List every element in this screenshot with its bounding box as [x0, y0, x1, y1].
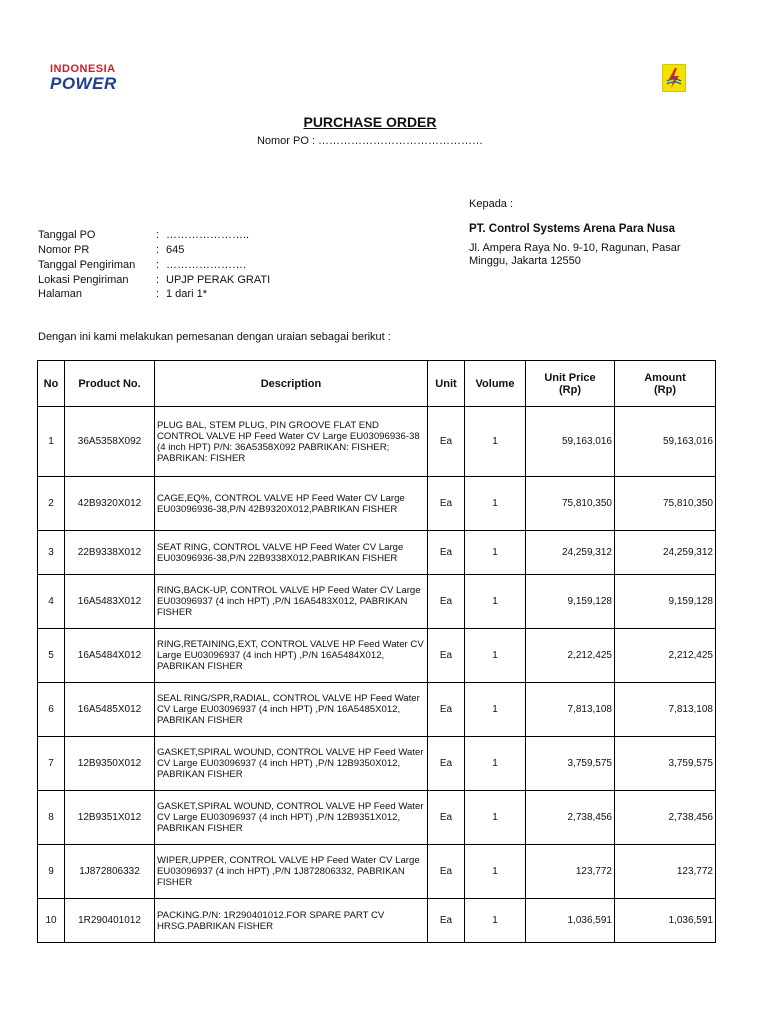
info-row: Tanggal Pengiriman : ………………….: [38, 259, 247, 271]
cell-volume: 1: [465, 407, 526, 477]
cell-description: SEAT RING, CONTROL VALVE HP Feed Water CV Large EU03096936-38,P/N 22B9338X012,PABRIKAN FISHER: [155, 531, 428, 575]
info-label: Tanggal PO: [38, 229, 96, 241]
info-label: Tanggal Pengiriman: [38, 259, 136, 271]
col-header-product: Product No.: [65, 361, 155, 407]
po-info: [38, 228, 270, 302]
info-row: Halaman : 1 dari 1*: [38, 288, 207, 300]
cell-unit: Ea: [428, 477, 465, 531]
cell-no: 4: [38, 575, 65, 629]
cell-unit-price: 2,212,425: [526, 629, 615, 683]
cell-description: SEAL RING/SPR,RADIAL, CONTROL VALVE HP Feed Water CV Large EU03096937 (4 inch HPT) ,P/N 16A5485X012, PABRIKAN FISHER: [155, 683, 428, 737]
col-header-description: Description: [155, 361, 428, 407]
table-row: [38, 791, 716, 845]
table-row: [38, 737, 716, 791]
cell-no: 9: [38, 845, 65, 899]
info-value: 645: [166, 244, 185, 256]
cell-unit-price: 9,159,128: [526, 575, 615, 629]
cell-unit: Ea: [428, 737, 465, 791]
cell-product: 16A5483X012: [65, 575, 155, 629]
cell-unit-price: 1,036,591: [526, 899, 615, 943]
cell-product: 12B9350X012: [65, 737, 155, 791]
cell-no: 5: [38, 629, 65, 683]
cell-amount: 123,772: [615, 845, 716, 899]
cell-product: 12B9351X012: [65, 791, 155, 845]
cell-amount: 9,159,128: [615, 575, 716, 629]
cell-no: 1: [38, 407, 65, 477]
cell-volume: 1: [465, 531, 526, 575]
col-header-unit-price: Unit Price (Rp): [526, 361, 615, 407]
info-row: Tanggal PO : …………………..: [38, 229, 250, 241]
cell-unit-price: 123,772: [526, 845, 615, 899]
info-label: Nomor PR: [38, 244, 90, 256]
cell-description: PLUG BAL, STEM PLUG, PIN GROOVE FLAT END CONTROL VALVE HP Feed Water CV Large EU03096936-38 (4 inch HPT) P/N: 36A5358X092 PABRIKAN: FISHER; PABRIKAN: FISHER: [155, 407, 428, 477]
cell-product: 16A5484X012: [65, 629, 155, 683]
table-row: [38, 845, 716, 899]
recipient-label: Kepada :: [469, 198, 514, 210]
cell-product: 22B9338X012: [65, 531, 155, 575]
info-label: Halaman: [38, 288, 83, 300]
info-label: Lokasi Pengiriman: [38, 274, 129, 286]
intro-text: Dengan ini kami melakukan pemesanan dengan uraian sebagai berikut :: [38, 331, 391, 343]
info-value: ………………….: [166, 259, 247, 271]
cell-amount: 7,813,108: [615, 683, 716, 737]
cell-amount: 24,259,312: [615, 531, 716, 575]
cell-unit: Ea: [428, 407, 465, 477]
cell-unit-price: 24,259,312: [526, 531, 615, 575]
cell-amount: 2,738,456: [615, 791, 716, 845]
cell-no: 10: [38, 899, 65, 943]
cell-no: 3: [38, 531, 65, 575]
cell-unit-price: 59,163,016: [526, 407, 615, 477]
cell-description: CAGE,EQ%, CONTROL VALVE HP Feed Water CV Large EU03096936-38,P/N 42B9320X012,PABRIKAN FISHER: [155, 477, 428, 531]
cell-product: 42B9320X012: [65, 477, 155, 531]
nomor-po: Nomor PO : ………………………………………: [256, 135, 484, 147]
logo-line2: POWER: [50, 74, 117, 93]
items-table: [37, 360, 716, 943]
col-header-no: No: [38, 361, 65, 407]
cell-unit: Ea: [428, 575, 465, 629]
cell-description: WIPER,UPPER, CONTROL VALVE HP Feed Water CV Large EU03096937 (4 inch HPT) ,P/N 1J872806332, PABRIKAN FISHER: [155, 845, 428, 899]
cell-unit-price: 3,759,575: [526, 737, 615, 791]
page-title: PURCHASE ORDER: [303, 114, 437, 130]
cell-product: 1R290401012: [65, 899, 155, 943]
cell-product: 16A5485X012: [65, 683, 155, 737]
cell-unit-price: 75,810,350: [526, 477, 615, 531]
cell-amount: 75,810,350: [615, 477, 716, 531]
cell-no: 6: [38, 683, 65, 737]
col-header-amount: Amount (Rp): [615, 361, 716, 407]
cell-volume: 1: [465, 737, 526, 791]
cell-unit-price: 7,813,108: [526, 683, 615, 737]
table-row: [38, 531, 716, 575]
vendor-name: PT. Control Systems Arena Para Nusa: [469, 223, 676, 235]
info-value: …………………..: [166, 229, 250, 241]
indonesia-power-logo: [50, 64, 140, 92]
vendor-address: Jl. Ampera Raya No. 9-10, Ragunan, Pasar Minggu, Jakarta 12550: [469, 242, 681, 267]
info-value: 1 dari 1*: [166, 288, 207, 300]
cell-unit: Ea: [428, 845, 465, 899]
table-row: [38, 575, 716, 629]
table-row: [38, 629, 716, 683]
cell-volume: 1: [465, 845, 526, 899]
col-header-unit: Unit: [428, 361, 465, 407]
cell-unit: Ea: [428, 899, 465, 943]
info-value: UPJP PERAK GRATI: [166, 274, 271, 286]
cell-description: RING,BACK-UP, CONTROL VALVE HP Feed Water CV Large EU03096937 (4 inch HPT) ,P/N 16A5483X012, PABRIKAN FISHER: [155, 575, 428, 629]
cell-description: GASKET,SPIRAL WOUND, CONTROL VALVE HP Feed Water CV Large EU03096937 (4 inch HPT) ,P/N 12B9351X012, PABRIKAN FISHER: [155, 791, 428, 845]
cell-volume: 1: [465, 477, 526, 531]
cell-description: GASKET,SPIRAL WOUND, CONTROL VALVE HP Feed Water CV Large EU03096937 (4 inch HPT) ,P/N 12B9350X012, PABRIKAN FISHER: [155, 737, 428, 791]
cell-unit: Ea: [428, 791, 465, 845]
logo-line1: INDONESIA: [50, 63, 116, 75]
cell-description: RING,RETAINING,EXT, CONTROL VALVE HP Feed Water CV Large EU03096937 (4 inch HPT) ,P/N 16A5484X012, PABRIKAN FISHER: [155, 629, 428, 683]
pln-lightning-icon: [662, 64, 686, 92]
cell-unit-price: 2,738,456: [526, 791, 615, 845]
cell-amount: 59,163,016: [615, 407, 716, 477]
table-row: [38, 899, 716, 943]
table-row: [38, 407, 716, 477]
col-header-volume: Volume: [465, 361, 526, 407]
cell-product: 36A5358X092: [65, 407, 155, 477]
table-row: [38, 683, 716, 737]
cell-amount: 1,036,591: [615, 899, 716, 943]
cell-unit: Ea: [428, 629, 465, 683]
cell-description: PACKING.P/N: 1R290401012.FOR SPARE PART CV HRSG.PABRIKAN FISHER: [155, 899, 428, 943]
cell-volume: 1: [465, 629, 526, 683]
info-row: Lokasi Pengiriman : UPJP PERAK GRATI: [38, 274, 271, 286]
cell-unit: Ea: [428, 531, 465, 575]
cell-unit: Ea: [428, 683, 465, 737]
cell-no: 7: [38, 737, 65, 791]
cell-volume: 1: [465, 899, 526, 943]
cell-volume: 1: [465, 683, 526, 737]
cell-amount: 3,759,575: [615, 737, 716, 791]
table-row: [38, 477, 716, 531]
cell-no: 8: [38, 791, 65, 845]
cell-no: 2: [38, 477, 65, 531]
cell-volume: 1: [465, 575, 526, 629]
cell-amount: 2,212,425: [615, 629, 716, 683]
info-row: Nomor PR : 645: [38, 244, 185, 256]
table-header-row: [38, 361, 716, 407]
cell-volume: 1: [465, 791, 526, 845]
cell-product: 1J872806332: [65, 845, 155, 899]
